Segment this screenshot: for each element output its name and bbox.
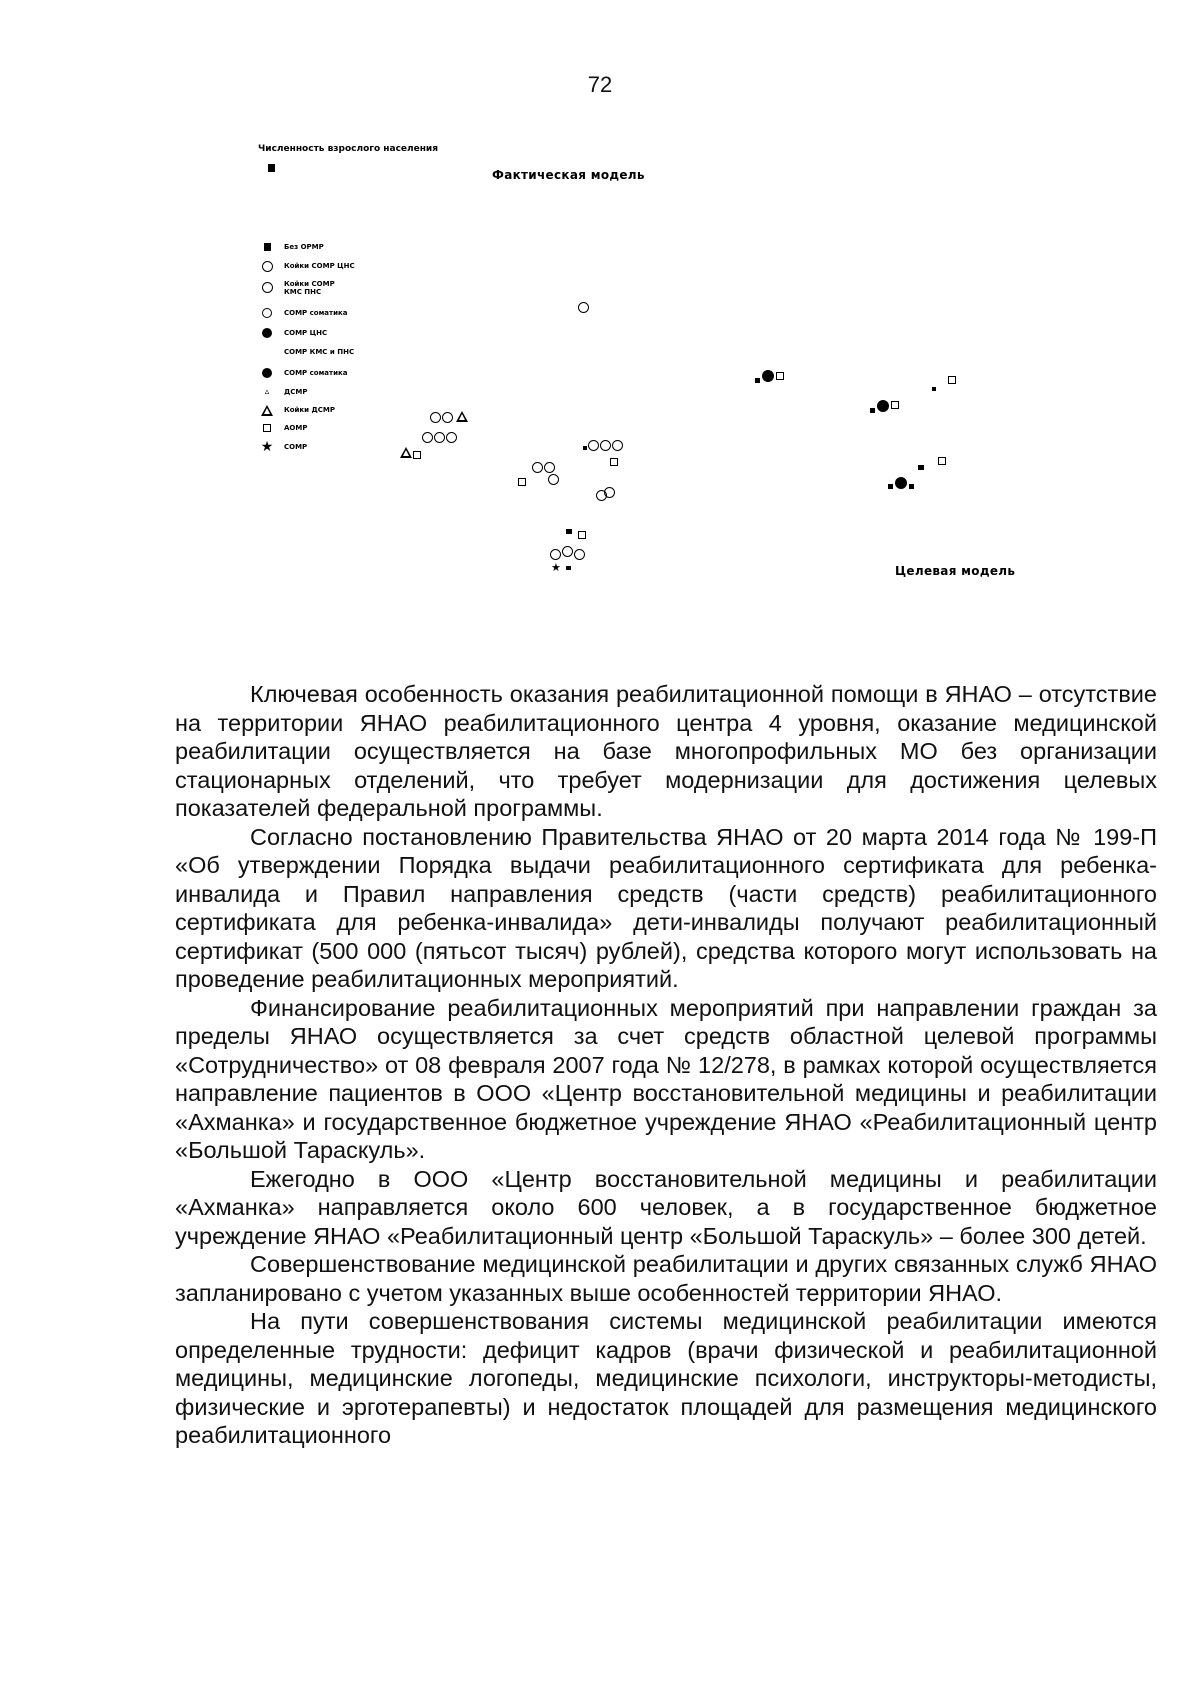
map-marker-open-circle bbox=[532, 462, 543, 473]
map-marker-filled-square bbox=[888, 484, 893, 489]
map-marker-open-square bbox=[518, 478, 526, 486]
map-marker-open-circle bbox=[604, 487, 615, 498]
map-marker-open-circle bbox=[574, 549, 585, 560]
map-marker-open-square bbox=[578, 531, 586, 539]
map-marker-open-circle bbox=[588, 440, 599, 451]
map-marker-filled-circle bbox=[895, 477, 907, 489]
map-marker-open-circle bbox=[434, 432, 445, 443]
open-circle-icon bbox=[262, 308, 272, 318]
paragraph: Ежегодно в ООО «Центр восстановительной медицины и реабилитации «Ахманка» направляется около 600 человек, а в государственное бюджетное учреждение ЯНАО «Реабилитационный центр «Большой Тараскуль» – более 300 детей. bbox=[175, 1165, 1157, 1249]
star-icon: ★ bbox=[260, 439, 274, 455]
map-marker-filled-square bbox=[918, 465, 924, 470]
legend-item: ▵ ДСМР bbox=[264, 387, 308, 397]
map-marker-open-circle bbox=[442, 412, 453, 423]
paragraph: На пути совершенствования системы медицинской реабилитации имеются определенные трудности: дефицит кадров (врачи физической и реабилитационной медицины, медицинские логопеды, медицинские психологи, инструкторы-методисты, физические и эрготерапевты) и недостаток площадей для размещения медицинского реабилитационного bbox=[175, 1308, 1157, 1448]
figure-legend-heading: Численность взрослого населения bbox=[258, 144, 439, 154]
small-triangle-icon: ▵ bbox=[264, 387, 270, 397]
map-marker-filled-square bbox=[870, 408, 875, 413]
target-model-title: Целевая модель bbox=[895, 564, 1016, 578]
legend-item: Без ОРМР bbox=[258, 240, 324, 254]
map-marker-open-circle bbox=[612, 440, 623, 451]
map-marker-open-square bbox=[891, 401, 899, 409]
map-marker-open-square bbox=[776, 372, 784, 380]
map-marker-open-triangle bbox=[400, 447, 412, 458]
map-marker-open-square bbox=[948, 376, 956, 384]
open-triangle-icon bbox=[261, 405, 273, 416]
map-marker-open-circle bbox=[430, 412, 441, 423]
map-marker-open-circle bbox=[562, 546, 573, 557]
legend-item: Койки СОМР ЦНС bbox=[258, 259, 355, 273]
map-marker-open-square bbox=[610, 458, 618, 466]
map-marker-filled-circle bbox=[762, 370, 774, 382]
page-number: 72 bbox=[587, 72, 613, 97]
filled-circle-icon bbox=[262, 328, 272, 338]
body-text bbox=[175, 680, 1157, 1450]
paragraph: Финансирование реабилитационных мероприятий при направлении граждан за пределы ЯНАО осуществляется за счет средств областной целевой программы «Сотрудничество» от 08 февраля 2007 года № 12/278, в рамках которой осуществляется направление пациентов в ООО «Центр восстановительной медицины и реабилитации «Ахманка» и государственное бюджетное учреждение ЯНАО «Реабилитационный центр «Большой Тараскуль». bbox=[175, 994, 1157, 1163]
legend-item: СОМР соматика bbox=[258, 366, 347, 380]
map-marker-open-square bbox=[413, 451, 421, 459]
filled-square-icon bbox=[264, 243, 271, 251]
legend-item: СОМР ЦНС bbox=[258, 326, 327, 340]
map-marker-filled-square bbox=[566, 566, 571, 570]
map-marker-open-circle bbox=[548, 474, 559, 485]
open-circle-icon bbox=[262, 261, 273, 272]
legend-item: Койки ДСМР bbox=[258, 403, 335, 417]
map-marker-open-circle bbox=[578, 302, 589, 313]
map-marker-star-icon: ★ bbox=[551, 561, 561, 574]
paragraph: Согласно постановлению Правительства ЯНАО от 20 марта 2014 года № 199-П «Об утверждении Порядка выдачи реабилитационного сертификата для ребенка-инвалида и Правил направления средств (части средств) реабилитационного сертификата для ребенка-инвалида» дети-инвалиды получают реабилитационный сертификат (500 000 (пятьсот тысяч) рублей), средства которого могут использовать на проведение реабилитационных мероприятий. bbox=[175, 823, 1157, 992]
rehabilitation-model-figure bbox=[0, 0, 1200, 600]
map-marker-filled-square bbox=[566, 529, 572, 534]
actual-model-title: Фактическая модель bbox=[492, 168, 645, 182]
map-marker-filled-square bbox=[583, 446, 587, 450]
map-marker-filled-square bbox=[909, 484, 914, 489]
legend-item: СОМР соматика bbox=[258, 306, 347, 320]
map-marker-open-triangle bbox=[456, 411, 468, 422]
paragraph: Ключевая особенность оказания реабилитационной помощи в ЯНАО – отсутствие на территории ЯНАО реабилитационного центра 4 уровня, оказание медицинской реабилитации осуществляется на базе многопрофильных МО без организации стационарных отделений, что требует модернизации для достижения целевых показателей федеральной программы. bbox=[175, 681, 1157, 821]
map-marker-filled-square bbox=[755, 378, 760, 383]
paragraph: Совершенствование медицинской реабилитации и других связанных служб ЯНАО запланировано с учетом указанных выше особенностей территории ЯНАО. bbox=[175, 1251, 1157, 1306]
filled-circle-icon bbox=[262, 368, 272, 378]
map-marker-open-circle bbox=[544, 462, 555, 473]
open-square-icon bbox=[263, 424, 271, 432]
legend-item: Койки СОМР КМС ПНС bbox=[258, 280, 354, 294]
map-marker-open-circle bbox=[600, 440, 611, 451]
map-marker-open-circle bbox=[550, 549, 561, 560]
map-marker-open-circle bbox=[422, 432, 433, 443]
legend-item: СОМР КМС и ПНС bbox=[284, 348, 355, 356]
map-marker-open-circle bbox=[446, 432, 457, 443]
map-marker-filled-square bbox=[932, 387, 936, 391]
legend-item: ★ СОМР bbox=[260, 439, 308, 455]
legend-item: АОМР bbox=[258, 421, 307, 435]
map-marker-open-square bbox=[938, 457, 946, 465]
population-marker-icon bbox=[268, 164, 275, 172]
open-circle-icon bbox=[262, 282, 273, 293]
map-marker-filled-circle bbox=[877, 400, 889, 412]
